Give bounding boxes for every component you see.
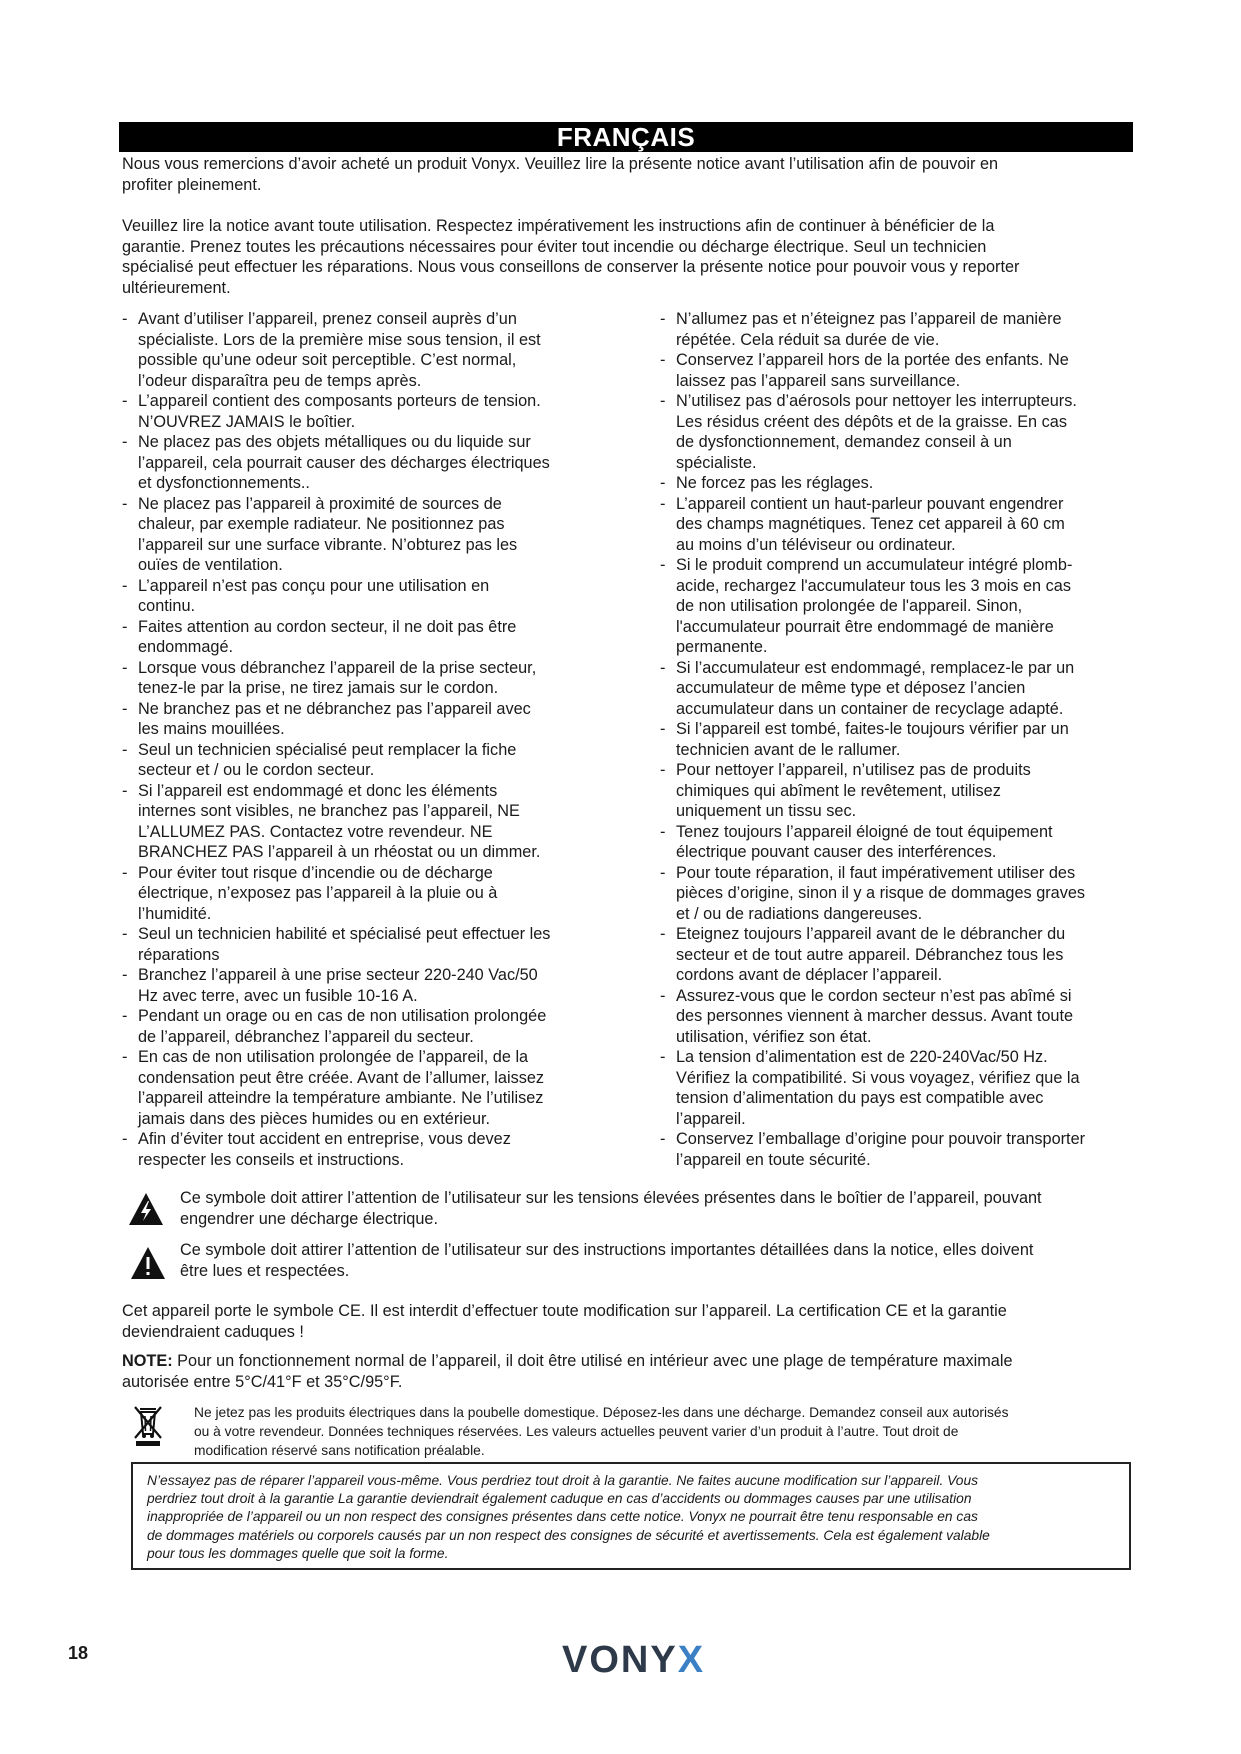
safety-item-line: - L’appareil contient un haut-parleur pouvant engendrer: [676, 494, 1064, 513]
safety-item: [122, 432, 610, 494]
safety-item-line: - Si l’appareil est endommagé et donc les éléments: [138, 781, 498, 800]
safety-item: [122, 658, 610, 699]
vonyx-logo: [562, 1639, 742, 1679]
safety-item: [660, 555, 1140, 658]
read-notice-line: Veuillez lire la notice avant toute utilisation. Respectez impérativement les instructions afin de continuer à bénéficier de la: [122, 217, 995, 235]
safety-item: [660, 863, 1140, 925]
safety-item-line: de dysfonctionnement, demandez conseil à un: [676, 433, 1012, 451]
safety-item-line: les mains mouillées.: [138, 720, 285, 738]
safety-item: [122, 617, 610, 658]
safety-item: [660, 1047, 1140, 1129]
safety-item-line: - N’utilisez pas d’aérosols pour nettoyer les interrupteurs.: [676, 392, 1077, 410]
safety-item-line: endommagé.: [138, 638, 234, 656]
safety-item-line: l’appareil sur une surface vibrante. N’obturez pas les: [138, 535, 518, 554]
safety-item-line: - En cas de non utilisation prolongée de l’appareil, de la: [138, 1048, 529, 1066]
safety-item-line: - Si l’accumulateur est endommagé, remplacez-le par un: [676, 658, 1075, 677]
language-banner: FRANÇAIS: [119, 122, 1133, 152]
safety-item: [122, 863, 610, 925]
safety-item-line: - Si le produit comprend un accumulateur intégré plomb-: [676, 556, 1073, 574]
safety-item-line: continu.: [138, 597, 196, 615]
safety-item-line: électrique, n’exposez pas l’appareil à la pluie ou à: [138, 884, 498, 902]
safety-item-line: - Pendant un orage ou en cas de non utilisation prolongée: [138, 1007, 547, 1025]
safety-item-line: - Afin d’éviter tout accident en entreprise, vous devez: [138, 1130, 511, 1148]
safety-item: [660, 391, 1140, 473]
brand-name: VONYX: [562, 1639, 706, 1679]
safety-item-line: internes sont visibles, ne branchez pas l’appareil, NE: [138, 802, 520, 820]
safety-item-line: - Conservez l’appareil hors de la portée des enfants. Ne: [676, 351, 1069, 369]
safety-item-line: chaleur, par exemple radiateur. Ne positionnez pas: [138, 515, 505, 533]
disclaimer-line: de dommages matériels ou corporels causés par un non respect des consignes de sécurité et avertissements. Cela est également valable: [147, 1527, 990, 1543]
safety-item-line: accumulateur dans un container de recyclage adapté.: [676, 699, 1064, 718]
note-label: NOTE:: [122, 1352, 173, 1370]
safety-item: [660, 658, 1140, 720]
safety-item-line: - L’appareil contient des composants porteurs de tension.: [138, 392, 541, 410]
safety-item-line: des champs magnétiques. Tenez cet appareil à 60 cm: [676, 515, 1065, 533]
safety-item-line: et / ou de radiations dangereuses.: [676, 904, 923, 923]
safety-item-line: accumulateur de même type et déposez l’ancien: [676, 679, 1026, 697]
safety-item-line: condensation peut être créée. Avant de l’allumer, laissez: [138, 1068, 545, 1087]
safety-item: [660, 822, 1140, 863]
safety-item: [122, 699, 610, 740]
safety-item-line: de l’appareil, débranchez l’appareil du secteur.: [138, 1027, 474, 1046]
safety-item-line: technicien avant de le rallumer.: [676, 740, 901, 759]
safety-item-line: laissez pas l’appareil sans surveillance.: [676, 371, 961, 390]
intro-line: profiter pleinement.: [122, 175, 262, 194]
read-notice-paragraph: [122, 216, 1132, 298]
safety-item-line: jamais dans des pièces humides ou en extérieur.: [138, 1109, 491, 1128]
safety-item-line: Vérifiez la compatibilité. Si vous voyagez, vérifiez que la: [676, 1068, 1080, 1087]
weee-line: Ne jetez pas les produits électriques dans la poubelle domestique. Déposez-les dans une décharge. Demandez conseil aux autorisés: [194, 1405, 1009, 1420]
safety-item-line: - Pour toute réparation, il faut impérativement utiliser des: [676, 863, 1076, 882]
safety-item-line: - Ne placez pas des objets métalliques ou du liquide sur: [138, 433, 531, 451]
safety-item-line: uniquement un tissu sec.: [676, 802, 857, 820]
weee-line: modification réservé sans notification préalable.: [194, 1443, 485, 1458]
safety-item-line: - Avant d’utiliser l’appareil, prenez conseil auprès d’un: [138, 310, 517, 328]
safety-list-right: [660, 309, 1140, 1170]
disclaimer-line: perdriez tout droit à la garantie La garantie deviendrait également caduque en cas d’accidents ou dommages causes par une utilisation: [147, 1491, 972, 1507]
safety-item-line: - Pour éviter tout risque d’incendie ou de décharge: [138, 863, 493, 882]
safety-item-line: secteur et de tout autre appareil. Débranchez tous les: [676, 945, 1064, 964]
safety-item: [660, 1129, 1140, 1170]
safety-item-line: Hz avec terre, avec un fusible 10-16 A.: [138, 986, 418, 1005]
safety-item-line: - La tension d’alimentation est de 220-240Vac/50 Hz.: [676, 1048, 1048, 1066]
ce-notice: [122, 1301, 1132, 1342]
safety-item-line: - Ne forcez pas les réglages.: [676, 474, 874, 492]
safety-item-line: et dysfonctionnements..: [138, 474, 310, 492]
safety-item-line: - Lorsque vous débranchez l’appareil de la prise secteur,: [138, 658, 537, 677]
safety-item-line: l’appareil.: [676, 1109, 746, 1128]
safety-item-line: - Eteignez toujours l’appareil avant de le débrancher du: [676, 925, 1066, 943]
safety-item-line: - Conservez l’emballage d’origine pour pouvoir transporter: [676, 1130, 1086, 1148]
safety-item-line: - N’allumez pas et n’éteignez pas l’appareil de manière: [676, 310, 1062, 328]
intro-paragraph: [122, 154, 1132, 195]
safety-item-line: - Ne placez pas l’appareil à proximité de sources de: [138, 494, 502, 513]
safety-item-line: cordons avant de déplacer l’appareil.: [676, 966, 943, 984]
safety-item: [122, 391, 610, 432]
safety-item: [122, 494, 610, 576]
safety-item: [122, 781, 610, 863]
safety-item-line: répétée. Cela réduit sa durée de vie.: [676, 330, 940, 349]
safety-item: [660, 350, 1140, 391]
safety-item-line: - Faites attention au cordon secteur, il ne doit pas être: [138, 617, 517, 636]
safety-item-line: au moins d’un téléviseur ou ordinateur.: [676, 535, 956, 554]
ce-notice-line: deviendraient caduques !: [122, 1322, 304, 1341]
temperature-note: [122, 1351, 1132, 1392]
safety-item-line: chimiques qui abîment le revêtement, utilisez: [676, 781, 1001, 800]
safety-item-line: Les résidus créent des dépôts et de la graisse. En cas: [676, 412, 1067, 431]
note-line: Pour un fonctionnement normal de l’appareil, il doit être utilisé en intérieur avec une plage de température maximale: [172, 1352, 1013, 1370]
safety-item-line: électrique pouvant causer des interférences.: [676, 843, 997, 861]
safety-item-line: l’appareil atteindre la température ambiante. Ne l’utilisez: [138, 1089, 544, 1107]
safety-item-line: spécialiste.: [676, 453, 757, 472]
safety-item: [660, 760, 1140, 822]
safety-item: [122, 740, 610, 781]
safety-item-line: - Seul un technicien habilité et spécialisé peut effectuer les: [138, 925, 551, 943]
page-number: 18: [68, 1643, 89, 1663]
warranty-disclaimer-box: [131, 1462, 1131, 1570]
weee-line: ou à votre revendeur. Données techniques réservées. Les valeurs actuelles peuvent varier d’un produit à l’autre. Tout droit de: [194, 1424, 959, 1439]
safety-item: [122, 576, 610, 617]
safety-item-line: possible qu’une odeur soit perceptible. C’est normal,: [138, 351, 517, 369]
safety-item-line: respecter les conseils et instructions.: [138, 1150, 405, 1169]
safety-item-line: - Assurez-vous que le cordon secteur n’est pas abîmé si: [676, 986, 1072, 1005]
note-line: autorisée entre 5°C/41°F et 35°C/95°F.: [122, 1372, 403, 1391]
instructions-warning-line: être lues et respectées.: [180, 1261, 350, 1280]
safety-item: [122, 1006, 610, 1047]
safety-item: [660, 473, 1140, 494]
safety-item: [660, 924, 1140, 986]
safety-item: [122, 1129, 610, 1170]
safety-item-line: l’odeur disparaîtra peu de temps après.: [138, 371, 422, 390]
disclaimer-line: pour tous les dommages quelle que soit la forme.: [147, 1545, 449, 1561]
safety-item-line: l’humidité.: [138, 904, 212, 923]
safety-item-line: - Seul un technicien spécialisé peut remplacer la fiche: [138, 740, 517, 759]
safety-item-line: tension d’alimentation du pays est compatible avec: [676, 1089, 1044, 1107]
safety-item-line: - Si l’appareil est tombé, faites-le toujours vérifier par un: [676, 720, 1069, 738]
safety-item-line: - Branchez l’appareil à une prise secteur 220-240 Vac/50: [138, 966, 538, 984]
voltage-warning-line: engendrer une décharge électrique.: [180, 1209, 438, 1228]
safety-item: [660, 494, 1140, 556]
safety-item-line: spécialiste. Lors de la première mise sous tension, il est: [138, 330, 541, 349]
safety-item-line: - Tenez toujours l’appareil éloigné de tout équipement: [676, 822, 1053, 841]
crossed-bin-icon: [132, 1403, 164, 1447]
disclaimer-line: inappropriée de l’appareil ou un non respect des consignes présentes dans cette notice. Vonyx ne pourrait être tenu responsable en cas: [147, 1509, 978, 1525]
voltage-warning-line: Ce symbole doit attirer l’attention de l’utilisateur sur les tensions élevées présentes dans le boîtier de l’appareil, pouvant: [180, 1189, 1042, 1207]
safety-item: [122, 965, 610, 1006]
safety-item-line: - L’appareil n’est pas conçu pour une utilisation en: [138, 576, 490, 595]
safety-item: [122, 309, 610, 391]
safety-item-line: utilisation, vérifiez son état.: [676, 1027, 872, 1046]
safety-item-line: l’appareil en toute sécurité.: [676, 1150, 871, 1169]
safety-item-line: l’appareil, cela pourrait causer des décharges électriques: [138, 453, 550, 472]
safety-item-line: de non utilisation prolongée de l'appareil. Sinon,: [676, 597, 1023, 615]
high-voltage-icon: [128, 1192, 164, 1226]
exclamation-warning-icon: [130, 1246, 166, 1280]
disclaimer-line: N’essayez pas de réparer l’appareil vous-même. Vous perdriez tout droit à la garantie. Ne faites aucune modification sur l’appareil. Vous: [147, 1473, 979, 1488]
instructions-warning-line: Ce symbole doit attirer l’attention de l’utilisateur sur des instructions importantes détaillées dans la notice, elles doivent: [180, 1241, 1034, 1259]
safety-item: [660, 719, 1140, 760]
safety-item: [122, 1047, 610, 1129]
safety-item: [122, 924, 610, 965]
safety-item-line: tenez-le par la prise, ne tirez jamais sur le cordon.: [138, 679, 499, 697]
safety-list-left: [122, 309, 610, 1170]
safety-item-line: BRANCHEZ PAS l’appareil à un rhéostat ou un dimmer.: [138, 843, 541, 861]
safety-item-line: acide, rechargez l'accumulateur tous les 3 mois en cas: [676, 576, 1071, 595]
safety-item-line: secteur et / ou le cordon secteur.: [138, 761, 375, 779]
safety-item-line: N’OUVREZ JAMAIS le boîtier.: [138, 412, 356, 431]
intro-line: Nous vous remercions d’avoir acheté un produit Vonyx. Veuillez lire la présente notice avant l’utilisation afin de pouvoir en: [122, 155, 999, 173]
safety-item-line: l'accumulateur pourrait être endommagé de manière: [676, 617, 1054, 636]
safety-item-line: des personnes viennent à marcher dessus. Avant toute: [676, 1007, 1074, 1025]
safety-item-line: ouïes de ventilation.: [138, 556, 283, 574]
read-notice-line: spécialisé peut effectuer les réparations. Nous vous conseillons de conserver la présente notice pour pouvoir vous y reporter: [122, 258, 1020, 276]
safety-item-line: réparations: [138, 945, 220, 964]
read-notice-line: ultérieurement.: [122, 278, 231, 297]
safety-item-line: - Pour nettoyer l’appareil, n’utilisez pas de produits: [676, 761, 1031, 779]
safety-item-line: - Ne branchez pas et ne débranchez pas l’appareil avec: [138, 699, 531, 718]
safety-item-line: pièces d’origine, sinon il y a risque de dommages graves: [676, 884, 1086, 902]
safety-item-line: permanente.: [676, 638, 768, 656]
safety-item: [660, 309, 1140, 350]
safety-item-line: L’ALLUMEZ PAS. Contactez votre revendeur. NE: [138, 822, 493, 841]
read-notice-line: garantie. Prenez toutes les précautions nécessaires pour éviter tout incendie ou décharge électrique. Seul un technicien: [122, 237, 987, 256]
safety-item: [660, 986, 1140, 1048]
ce-notice-line: Cet appareil porte le symbole CE. Il est interdit d’effectuer toute modification sur l’appareil. La certification CE et la garantie: [122, 1302, 1007, 1320]
